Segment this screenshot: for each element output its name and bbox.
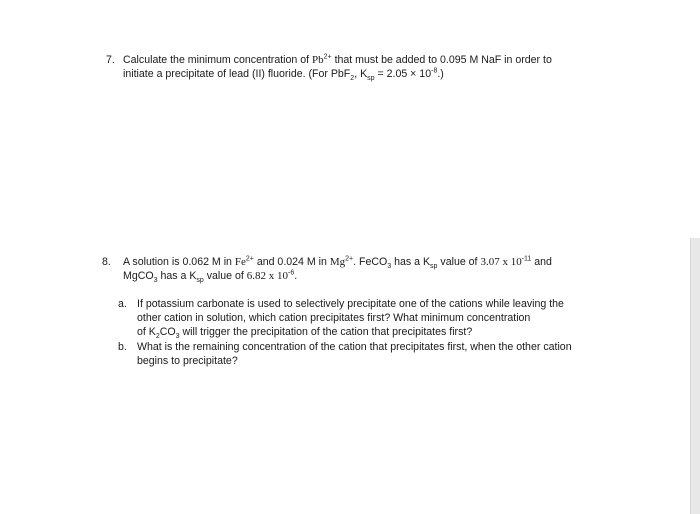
- question-8a-text: [137, 297, 564, 339]
- question-8a-line-1: If potassium carbonate is used to selectively precipitate one of the cations while leaving the: [137, 298, 564, 310]
- fe-symbol: Fe: [234, 256, 246, 268]
- question-8b-line-2: begins to precipitate?: [137, 355, 238, 367]
- question-8-number: 8.: [102, 256, 111, 268]
- question-8-line-1: A solution is 0.062 M in $Fe^{2+}$ and 0.024 M in $Mg^{2+}$. FeCO$_3$ has a $K_{sp}$ value of 3.07 x $10^{-11}$ and: [123, 255, 552, 271]
- question-8-text: [123, 255, 552, 283]
- question-7-line-2: initiate a precipitate of lead (II) fluoride. (For PbF$_2$, $K_{sp} = 2.05 \times 10^{-8}$.): [123, 67, 444, 83]
- question-8b-label: b.: [118, 341, 127, 353]
- feco3-ksp-value: 3.07 x 10: [480, 256, 522, 268]
- mgco3-ksp-value: 6.82 x 10: [246, 270, 289, 282]
- question-8b-line-1: What is the remaining concentration of the cation that precipitates first, when the other cation: [137, 341, 572, 353]
- pb-charge: 2+: [323, 53, 332, 61]
- question-8a-line-2: other cation in solution, which cation precipitates first? What minimum concentration: [137, 312, 531, 324]
- question-7-text: [123, 53, 552, 81]
- question-8-line-2: MgCO$_3$ has a $K_{sp}$ value of 6.82 x $10^{-6}$.: [123, 269, 298, 285]
- mg-symbol: Mg: [329, 256, 346, 268]
- question-7-line-1: Calculate the minimum concentration of $Pb^{2+}$ that must be added to 0.095 M NaF in order to: [123, 53, 552, 66]
- pb-symbol: Pb: [312, 54, 324, 66]
- question-7-number: 7.: [106, 54, 115, 66]
- question-8a-label: a.: [118, 298, 127, 310]
- vertical-scrollbar[interactable]: [690, 238, 700, 514]
- question-8b-text: [137, 340, 572, 368]
- question-8a-line-3: of $K_2CO_3$ will trigger the precipitation of the cation that precipitates first?: [137, 326, 473, 341]
